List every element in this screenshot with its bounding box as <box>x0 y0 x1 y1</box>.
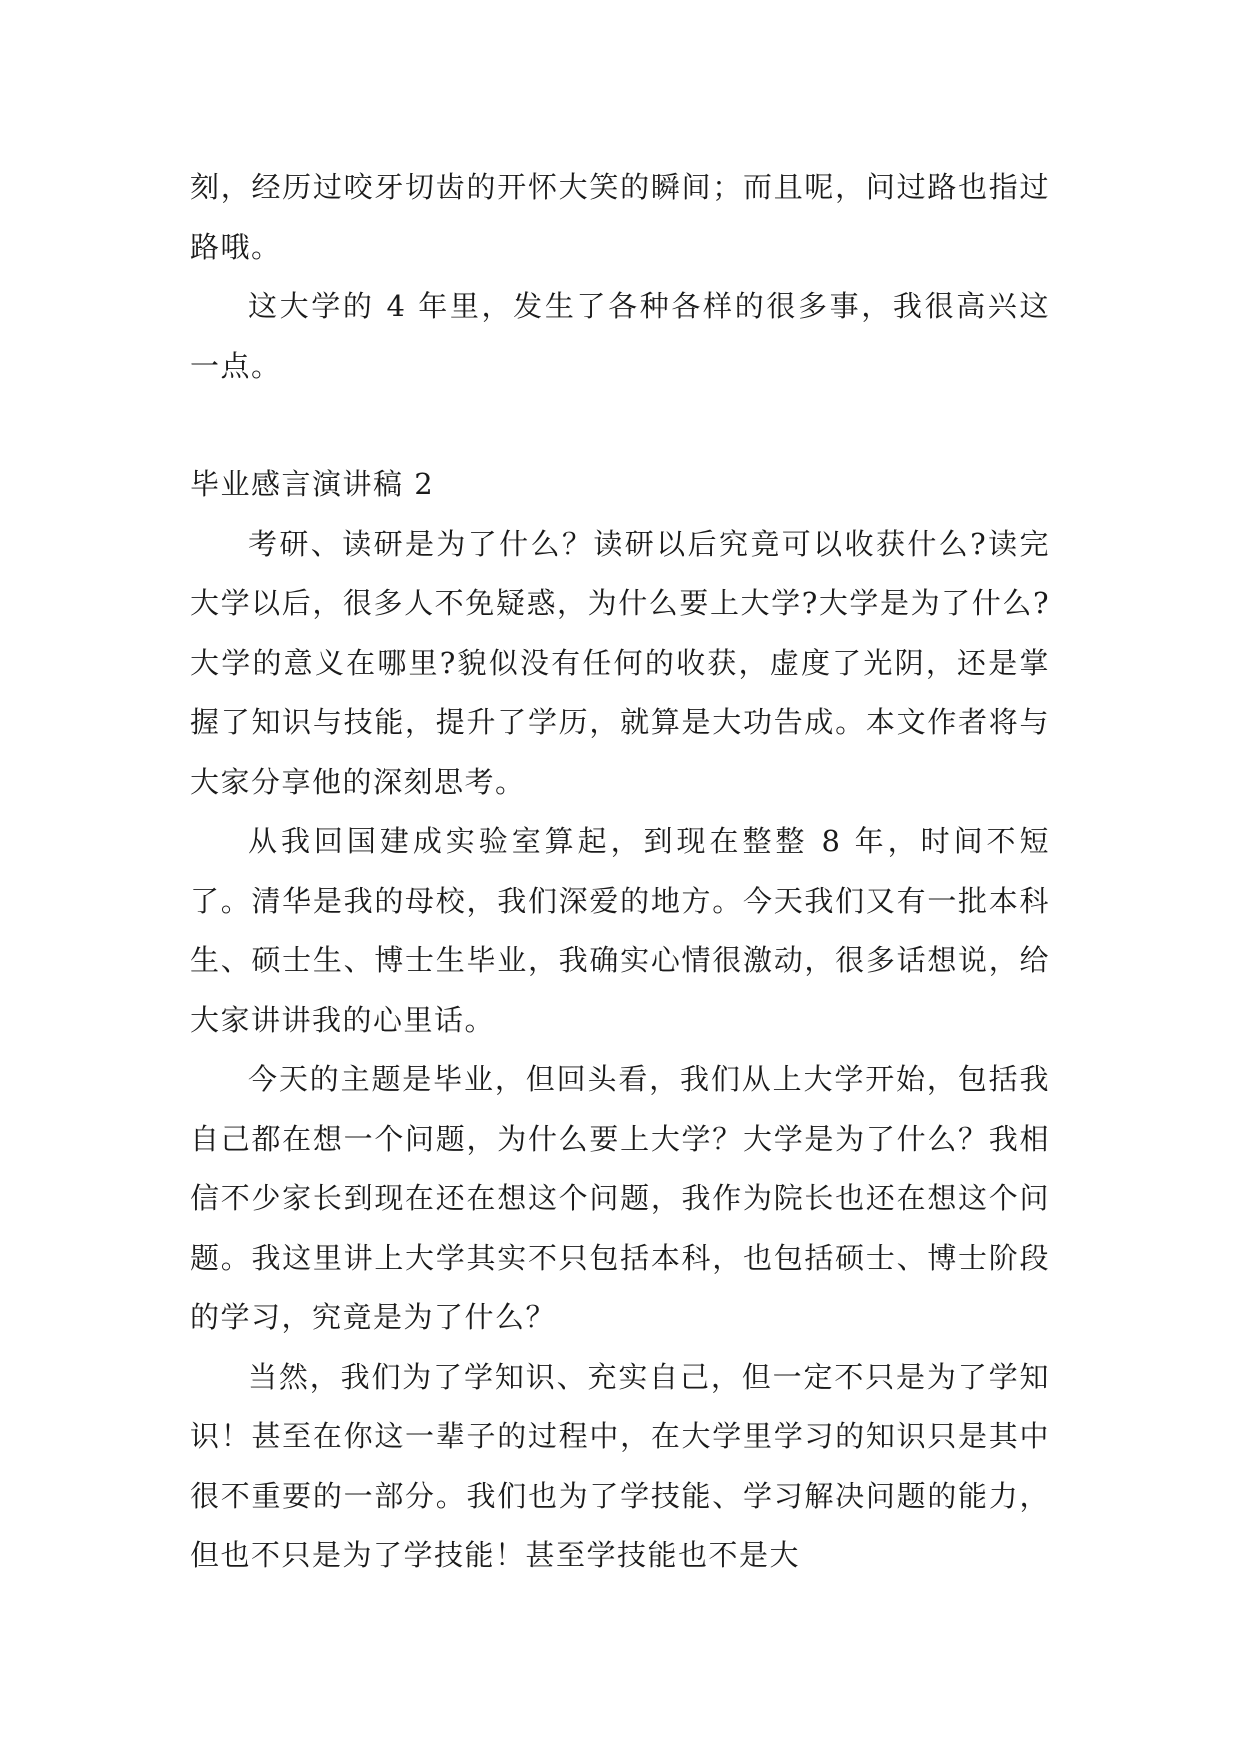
body-paragraph: 从我回国建成实验室算起，到现在整整 8 年，时间不短了。清华是我的母校，我们深爱的地方。今天我们又有一批本科生、硕士生、博士生毕业，我确实心情很激动，很多话想说，给大家讲讲我的心里话。 <box>190 824 1050 1037</box>
body-paragraph: 考研、读研是为了什么？读研以后究竟可以收获什么?读完大学以后，很多人不免疑惑，为什么要上大学?大学是为了什么?大学的意义在哪里?貌似没有任何的收获，虚度了光阴，还是掌握了知识与技能，提升了学历，就算是大功告成。本文作者将与大家分享他的深刻思考。 <box>190 526 1050 799</box>
body-paragraph: 这大学的 4 年里，发生了各种各样的很多事，我很高兴这一点。 <box>190 289 1050 383</box>
body-paragraph: 当然，我们为了学知识、充实自己，但一定不只是为了学知识！甚至在你这一辈子的过程中，在大学里学习的知识只是其中很不重要的一部分。我们也为了学技能、学习解决问题的能力，但也不只是为了学技能！甚至学技能也不是大 <box>190 1359 1050 1572</box>
document-body <box>190 158 1050 1586</box>
continuation-paragraph: 刻，经历过咬牙切齿的开怀大笑的瞬间；而且呢，问过路也指过路哦。 <box>190 170 1050 264</box>
body-paragraph: 今天的主题是毕业，但回头看，我们从上大学开始，包括我自己都在想一个问题，为什么要上大学？大学是为了什么？我相信不少家长到现在还在想这个问题，我作为院长也还在想这个问题。我这里讲上大学其实不只包括本科，也包括硕士、博士阶段的学习，究竟是为了什么？ <box>190 1062 1050 1334</box>
section-title: 毕业感言演讲稿 2 <box>190 467 435 501</box>
